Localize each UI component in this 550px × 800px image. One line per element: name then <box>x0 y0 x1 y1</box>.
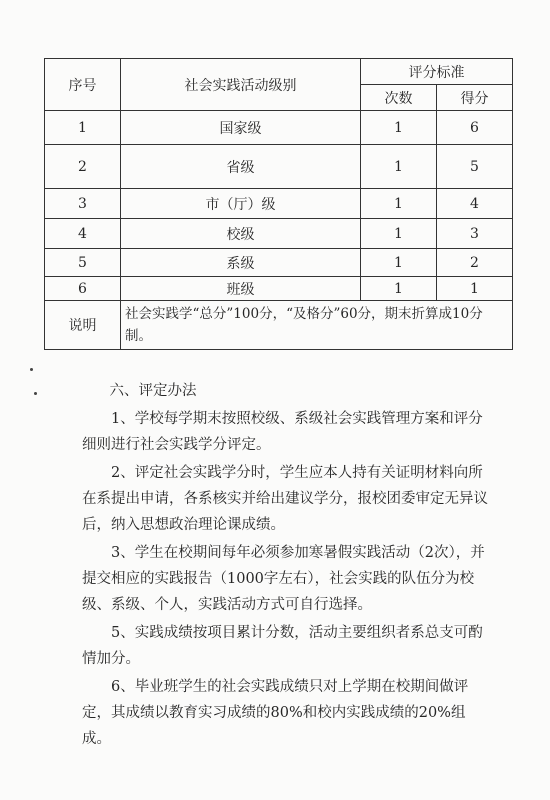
cell-seq: 5 <box>45 249 121 277</box>
cell-seq: 2 <box>45 145 121 189</box>
cell-score: 2 <box>437 249 513 277</box>
header-count: 次数 <box>361 85 437 111</box>
cell-level: 班级 <box>121 277 361 301</box>
cell-count: 1 <box>361 277 437 301</box>
note-label: 说明 <box>45 301 121 350</box>
header-seq: 序号 <box>45 59 121 111</box>
paragraph: 5、实践成绩按项目累计分数，活动主要组织者系总支可酌情加分。 <box>82 625 483 667</box>
paragraph: 6、毕业班学生的社会实践成绩只对上学期在校期间做评定，其成绩以教育实习成绩的80%和校内实践成绩的20%组成。 <box>82 679 469 747</box>
table-row <box>45 111 513 145</box>
cell-level: 校级 <box>121 219 361 249</box>
header-score: 得分 <box>437 85 513 111</box>
cell-score: 1 <box>437 277 513 301</box>
cell-level: 省级 <box>121 145 361 189</box>
cell-score: 6 <box>437 111 513 145</box>
cell-seq: 1 <box>45 111 121 145</box>
table-row <box>45 277 513 301</box>
cell-count: 1 <box>361 111 437 145</box>
cell-score: 3 <box>437 219 513 249</box>
cell-count: 1 <box>361 145 437 189</box>
note-row <box>45 301 513 350</box>
cell-score: 5 <box>437 145 513 189</box>
table-row <box>45 189 513 219</box>
note-text: 社会实践学“总分”100分，“及格分”60分，期末折算成10分制。 <box>121 301 513 350</box>
paragraph: 3、学生在校期间每年必须参加寒暑假实践活动（2次），并提交相应的实践报告（1000字左右），社会实践的队伍分为校级、系级、个人，实践活动方式可自行选择。 <box>82 545 485 613</box>
cell-seq: 6 <box>45 277 121 301</box>
scoring-table <box>44 58 513 350</box>
cell-level: 市（厅）级 <box>121 189 361 219</box>
cell-seq: 4 <box>45 219 121 249</box>
paragraph: 2、评定社会实践学分时，学生应本人持有关证明材料向所在系提出申请，各系核实并给出建议学分，报校团委审定无异议后，纳入思想政治理论课成绩。 <box>82 465 488 533</box>
cell-level: 国家级 <box>121 111 361 145</box>
cell-count: 1 <box>361 249 437 277</box>
evaluation-section <box>82 378 492 754</box>
cell-count: 1 <box>361 219 437 249</box>
cell-score: 4 <box>437 189 513 219</box>
cell-seq: 3 <box>45 189 121 219</box>
table-row <box>45 145 513 189</box>
scan-speck <box>34 392 37 395</box>
cell-count: 1 <box>361 189 437 219</box>
section-heading: 六、评定办法 <box>109 383 197 399</box>
header-criteria: 评分标准 <box>361 59 513 85</box>
cell-level: 系级 <box>121 249 361 277</box>
table-row <box>45 249 513 277</box>
paragraph: 1、学校每学期末按照校级、系级社会实践管理方案和评分细则进行社会实践学分评定。 <box>82 411 483 453</box>
table-row <box>45 219 513 249</box>
header-level: 社会实践活动级别 <box>121 59 361 111</box>
scan-speck <box>30 368 33 371</box>
